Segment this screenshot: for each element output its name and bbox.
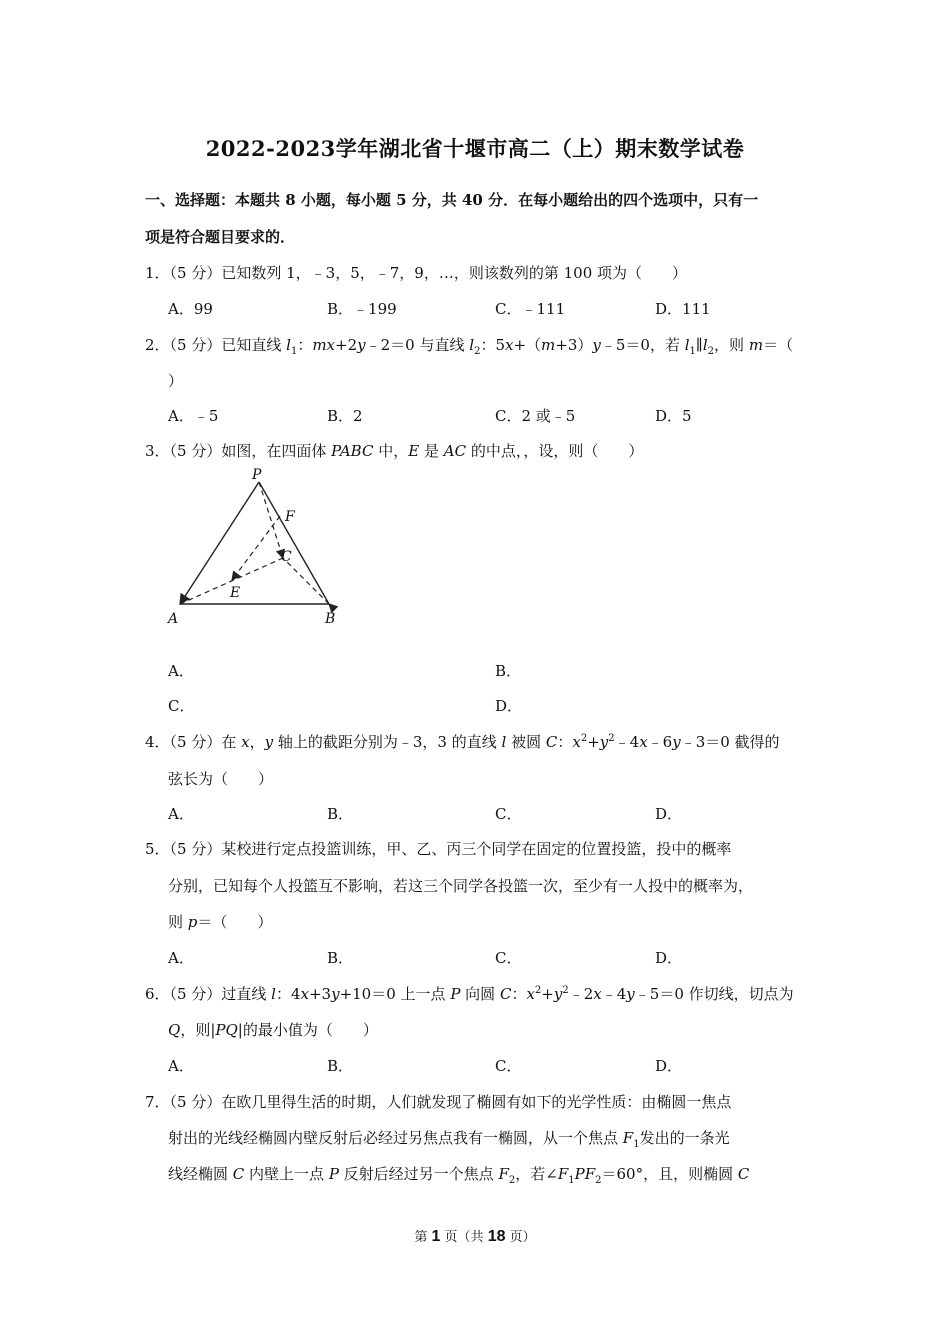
q1-option-b: B．﹣199 [327, 300, 397, 318]
q3-option-b: B． [495, 662, 522, 680]
section-heading-line1: 一、选择题：本题共 8 小题，每小题 5 分，共 40 分．在每小题给出的四个选项中，只有一 [145, 191, 759, 209]
q4-option-d: D． [655, 805, 683, 823]
question-3-text: 3．（5 分）如图，在四面体 PABC 中，E 是 AC 的中点，，设，则（ ） [145, 442, 644, 460]
question-6-text: 6．（5 分）过直线 l：4x+3y+10＝0 上一点 P 向圆 C：$x^2+y^2﹣2x﹣4y﹣5=0$ 作切线，切点为 [145, 985, 794, 1003]
section-heading-line2: 项是符合题目要求的． [145, 228, 296, 246]
question-2-continuation: ） [168, 372, 184, 390]
page-title: 2022-2023学年湖北省十堰市高二（上）期末数学试卷 [205, 136, 745, 161]
label-c: C [281, 549, 292, 565]
q2-option-c: C．2 或﹣5 [495, 407, 576, 425]
edge-pa [180, 482, 259, 604]
tetrahedron-figure [160, 466, 350, 631]
question-5-line3: 则 p＝（ ） [168, 913, 273, 931]
q1-option-d: D．111 [655, 300, 711, 318]
question-6-continuation: Q，则|PQ|的最小值为（ ） [168, 1021, 378, 1039]
label-f: F [285, 509, 295, 525]
question-1-text: 1．（5 分）已知数列 1，﹣3，5，﹣7，9，…，则该数列的第 100 项为（ ） [145, 264, 688, 282]
q6-option-b: B． [327, 1057, 354, 1075]
label-e: E [230, 585, 241, 601]
label-b: B [325, 611, 336, 627]
page-footer: 第 1 页（共 18 页） [414, 1228, 536, 1245]
q6-option-d: D． [655, 1057, 683, 1075]
q4-option-a: A． [168, 805, 194, 823]
q2-option-a: A．﹣5 [168, 407, 219, 425]
q1-option-c: C．﹣111 [495, 300, 566, 318]
question-4-continuation: 弦长为（ ） [168, 770, 274, 788]
edge-pc [259, 482, 283, 558]
edge-pb [259, 482, 329, 604]
question-5-line2: 分别，已知每个人投篮互不影响，若这三个同学各投篮一次，至少有一人投中的概率为， [168, 877, 754, 895]
q5-option-d: D． [655, 949, 683, 967]
q5-option-c: C． [495, 949, 522, 967]
q1-option-a: A．99 [168, 300, 213, 318]
q6-option-c: C． [495, 1057, 522, 1075]
label-a: A [168, 611, 179, 627]
label-p: P [252, 467, 262, 483]
q2-option-d: D．5 [655, 407, 692, 425]
question-5-line1: 5．（5 分）某校进行定点投篮训练，甲、乙、丙三个同学在固定的位置投篮，投中的概率 [145, 840, 732, 858]
q5-option-a: A． [168, 949, 194, 967]
question-7-line3: 线经椭圆 C 内壁上一点 P 反射后经过另一个焦点 $F_2$，若$\angle F_1PF_2=60^\circ$，且，则椭圆 C [168, 1165, 750, 1186]
question-4-text: 4．（5 分）在 x，y 轴上的截距分别为﹣3，3 的直线 l 被圆 C：$x^2+y^2﹣4x﹣6y﹣3=0$ 截得的 [145, 733, 780, 751]
q3-option-c: C． [168, 697, 195, 715]
q6-option-a: A． [168, 1057, 194, 1075]
question-2-text: 2．（5 分）已知直线 $l_1$：mx+2y﹣2＝0 与直线 $l_2$：5x+（m+3）y﹣5＝0，若 $l_1\parallel l_2$，则 m＝（ [145, 336, 794, 357]
q3-option-a: A． [168, 662, 194, 680]
question-7-line2: 射出的光线经椭圆内壁反射后必经过另焦点我有一椭圆，从一个焦点 $F_1$发出的一条光 [168, 1129, 730, 1150]
q4-option-b: B． [327, 805, 354, 823]
q5-option-b: B． [327, 949, 354, 967]
q2-option-b: B．2 [327, 407, 363, 425]
question-7-line1: 7．（5 分）在欧几里得生活的时期，人们就发现了椭圆有如下的光学性质：由椭圆一焦点 [145, 1093, 732, 1111]
q4-option-c: C． [495, 805, 522, 823]
q3-option-d: D． [495, 697, 523, 715]
